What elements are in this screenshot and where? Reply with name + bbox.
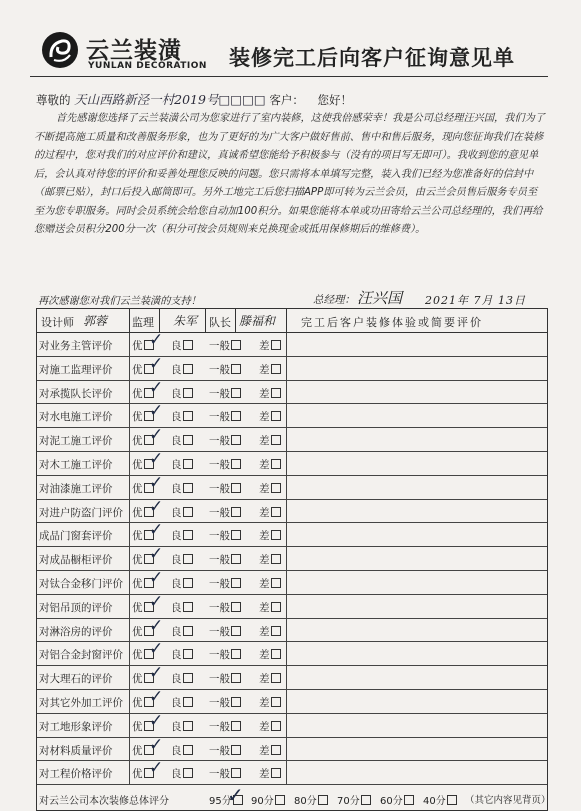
salutation xyxy=(36,90,352,108)
option-poor[interactable]: 差 xyxy=(259,647,281,662)
table-row xyxy=(37,377,547,405)
customer-address: 天山西路新泾一村2019号□□□□ xyxy=(74,92,266,107)
option-excellent[interactable]: 优 xyxy=(132,671,154,686)
option-good[interactable]: 良 xyxy=(171,338,193,353)
option-poor[interactable]: 差 xyxy=(259,671,281,686)
table-row xyxy=(37,330,547,357)
check-mark-icon: ✓ xyxy=(149,520,164,541)
option-poor[interactable]: 差 xyxy=(259,362,281,377)
option-poor[interactable]: 差 xyxy=(259,719,281,734)
option-poor[interactable]: 差 xyxy=(259,481,281,496)
option-excellent[interactable]: 优 xyxy=(132,624,154,639)
table-row xyxy=(37,353,547,381)
check-mark-icon: ✓ xyxy=(149,615,164,636)
option-excellent[interactable]: 优 xyxy=(132,695,154,710)
option-average[interactable]: 一般 xyxy=(209,552,241,567)
option-average[interactable]: 一般 xyxy=(209,576,241,591)
table-header-row xyxy=(37,309,547,333)
row-label: 对淋浴房的评价 xyxy=(39,625,113,638)
row-label: 对钛合金移门评价 xyxy=(39,577,123,590)
option-excellent[interactable]: 优 xyxy=(132,576,154,591)
table-row xyxy=(37,401,547,428)
row-label: 对水电施工评价 xyxy=(39,411,113,424)
check-mark-icon: ✓ xyxy=(149,353,164,374)
option-average[interactable]: 一般 xyxy=(209,528,241,543)
option-good[interactable]: 良 xyxy=(171,528,193,543)
option-good[interactable]: 良 xyxy=(171,457,193,472)
option-average[interactable]: 一般 xyxy=(209,766,241,781)
document-title: 装修完工后向客户征询意见单 xyxy=(229,46,515,70)
option-excellent[interactable]: 优 xyxy=(132,600,154,615)
check-mark-icon: ✓ xyxy=(149,472,164,493)
option-average[interactable]: 一般 xyxy=(209,386,241,401)
option-poor[interactable]: 差 xyxy=(259,576,281,591)
gm-signature: 汪兴国 xyxy=(357,289,403,307)
option-good[interactable]: 良 xyxy=(171,505,193,520)
score-option[interactable]: 60分 xyxy=(380,792,414,807)
option-poor[interactable]: 差 xyxy=(259,433,281,448)
option-poor[interactable]: 差 xyxy=(259,409,281,424)
comment-header: 完工后客户装修体验或简要评价 xyxy=(301,316,483,329)
option-excellent[interactable]: 优 xyxy=(132,743,154,758)
row-label: 对油漆施工评价 xyxy=(39,482,113,495)
option-average[interactable]: 一般 xyxy=(209,338,241,353)
check-mark-icon: ✓ xyxy=(149,639,164,660)
score-option[interactable]: 95分 xyxy=(209,792,243,807)
option-average[interactable]: 一般 xyxy=(209,647,241,662)
option-average[interactable]: 一般 xyxy=(209,743,241,758)
table-row xyxy=(37,496,547,524)
option-good[interactable]: 良 xyxy=(171,743,193,758)
evaluation-table xyxy=(36,308,551,811)
option-poor[interactable]: 差 xyxy=(259,624,281,639)
table-row xyxy=(37,639,547,666)
foreman-label: 队长 xyxy=(209,316,231,329)
option-average[interactable]: 一般 xyxy=(209,362,241,377)
brand-name-en: YUNLAN DECORATION xyxy=(88,61,207,71)
option-average[interactable]: 一般 xyxy=(209,409,241,424)
option-good[interactable]: 良 xyxy=(171,409,193,424)
table-row xyxy=(37,448,547,476)
check-mark-icon: ✓ xyxy=(149,686,164,707)
letter-paragraph: 首先感谢您选择了云兰装潢公司为您家进行了室内装修，这使我倍感荣幸！我是公司总经理汪兴国，我们为了不断提高施工质量和改善服务形象，也为了更好的为广大客户做好售前、售中和售后服务，现向您征询我们在装修的过程中，您对我们的对应评价和建议，真诚希望您能给予积极参与（没有的项目写无即可）。我收到您的意见单后，会认真对待您的评价和妥善处理您反映的问题。您只需将本单填写完整，装入我们已经为您准备好的信封中（邮票已贴），封口后投入邮筒即可。另外工地完工后您扫描APP即可转为云兰会员，由云兰会员售后服务专员至至为您专职服务。同时会员系统会给您自动加100积分。如果您能将本单或功田寄给云兰公司总经理的，我们再给您赠送会员积分200分一次（积分可按会员规则来兑换现金或抵用保修期后的维修费）。 xyxy=(34,113,545,235)
check-mark-icon: ✓ xyxy=(149,496,164,517)
check-mark-icon: ✓ xyxy=(149,663,164,684)
supervisor-name: 朱军 xyxy=(173,314,198,328)
option-average[interactable]: 一般 xyxy=(209,433,241,448)
option-excellent[interactable]: 优 xyxy=(132,457,154,472)
option-excellent[interactable]: 优 xyxy=(132,647,154,662)
check-mark-icon: ✓ xyxy=(149,448,164,469)
option-good[interactable]: 良 xyxy=(171,719,193,734)
supervisor-label: 监理 xyxy=(132,316,154,329)
option-good[interactable]: 良 xyxy=(171,671,193,686)
brand-name: 云兰装潢 xyxy=(86,38,182,64)
option-excellent[interactable]: 优 xyxy=(132,409,154,424)
table-row xyxy=(37,425,547,452)
check-mark-icon: ✓ xyxy=(149,330,164,350)
row-label: 对材料质量评价 xyxy=(39,744,113,757)
table-row xyxy=(37,567,547,595)
check-mark-icon: ✓ xyxy=(149,734,164,755)
table-row xyxy=(37,544,547,571)
row-label: 对承揽队长评价 xyxy=(39,387,113,400)
table-row xyxy=(37,710,547,738)
option-poor[interactable]: 差 xyxy=(259,600,281,615)
designer-name: 郭蓉 xyxy=(83,314,108,328)
option-poor[interactable]: 差 xyxy=(259,766,281,781)
row-label: 对大理石的评价 xyxy=(39,673,113,686)
option-excellent[interactable]: 优 xyxy=(132,386,154,401)
score-option[interactable]: 80分 xyxy=(294,792,328,807)
table-row xyxy=(37,758,547,785)
row-label: 对泥工施工评价 xyxy=(39,435,113,448)
row-label: 对木工施工评价 xyxy=(39,458,113,471)
option-excellent[interactable]: 优 xyxy=(132,362,154,377)
score-option[interactable]: 40分 xyxy=(423,792,457,807)
option-poor[interactable]: 差 xyxy=(259,338,281,353)
option-average[interactable]: 一般 xyxy=(209,600,241,615)
option-excellent[interactable]: 优 xyxy=(132,338,154,353)
table-row xyxy=(37,472,547,500)
option-good[interactable]: 良 xyxy=(171,766,193,781)
option-poor[interactable]: 差 xyxy=(259,505,281,520)
salutation-prefix: 尊敬的 xyxy=(36,93,71,107)
option-good[interactable]: 良 xyxy=(171,600,193,615)
header-divider xyxy=(30,76,548,77)
table-row xyxy=(37,520,547,547)
row-label: 对工程价格评价 xyxy=(39,768,113,781)
table-row xyxy=(37,686,547,714)
row-label: 对进户防盗门评价 xyxy=(39,506,123,519)
row-label: 对成品橱柜评价 xyxy=(39,554,113,567)
option-good[interactable]: 良 xyxy=(171,695,193,710)
option-poor[interactable]: 差 xyxy=(259,552,281,567)
signing-date: 2021年 7月 13日 xyxy=(425,294,526,307)
check-mark-icon: ✓ xyxy=(149,758,164,779)
table-row xyxy=(37,615,547,643)
check-mark-icon: ✓ xyxy=(149,567,164,588)
yunlan-logo-icon xyxy=(40,30,80,70)
table-row xyxy=(37,734,547,762)
score-option[interactable]: 90分 xyxy=(251,792,285,807)
option-poor[interactable]: 差 xyxy=(259,457,281,472)
option-excellent[interactable]: 优 xyxy=(132,719,154,734)
option-excellent[interactable]: 优 xyxy=(132,552,154,567)
score-check-mark-icon: ✓ xyxy=(227,783,244,808)
salutation-suffix: 客户： xyxy=(269,93,304,107)
greeting: 您好！ xyxy=(317,93,353,107)
closing-line: 再次感谢您对我们云兰装潢的支持！ xyxy=(38,296,201,307)
option-good[interactable]: 良 xyxy=(171,647,193,662)
option-poor[interactable]: 差 xyxy=(259,695,281,710)
option-excellent[interactable]: 优 xyxy=(132,766,154,781)
table-row xyxy=(37,663,547,690)
option-good[interactable]: 良 xyxy=(171,552,193,567)
option-good[interactable]: 良 xyxy=(171,433,193,448)
designer-label: 设计师 xyxy=(41,316,74,329)
option-poor[interactable]: 差 xyxy=(259,528,281,543)
option-good[interactable]: 良 xyxy=(171,386,193,401)
score-option[interactable]: 70分 xyxy=(337,792,371,807)
row-label: 对铝合金封窗评价 xyxy=(39,649,123,662)
option-excellent[interactable]: 优 xyxy=(132,505,154,520)
row-label: 对其它外加工评价 xyxy=(39,696,123,709)
option-average[interactable]: 一般 xyxy=(209,695,241,710)
option-poor[interactable]: 差 xyxy=(259,743,281,758)
check-mark-icon: ✓ xyxy=(149,401,164,422)
foreman-name: 滕福和 xyxy=(239,314,276,328)
row-label: 对业务主管评价 xyxy=(39,340,113,352)
option-excellent[interactable]: 优 xyxy=(132,433,154,448)
check-mark-icon: ✓ xyxy=(149,377,164,398)
table-row xyxy=(37,591,547,619)
check-mark-icon: ✓ xyxy=(149,591,164,612)
overall-score-row xyxy=(37,783,551,810)
option-average[interactable]: 一般 xyxy=(209,481,241,496)
letter-body xyxy=(34,110,546,240)
row-label: 对工地形象评价 xyxy=(39,720,113,733)
option-average[interactable]: 一般 xyxy=(209,671,241,686)
option-average[interactable]: 一般 xyxy=(209,719,241,734)
gm-label: 总经理： xyxy=(313,294,355,306)
option-good[interactable]: 良 xyxy=(171,576,193,591)
check-mark-icon: ✓ xyxy=(149,425,164,446)
footer-note: （其它内容见背页） xyxy=(465,795,551,807)
option-poor[interactable]: 差 xyxy=(259,386,281,401)
option-good[interactable]: 良 xyxy=(171,624,193,639)
option-excellent[interactable]: 优 xyxy=(132,528,154,543)
row-label: 成品门窗套评价 xyxy=(39,530,113,543)
row-label: 对施工监理评价 xyxy=(39,363,113,376)
option-excellent[interactable]: 优 xyxy=(132,481,154,496)
check-mark-icon: ✓ xyxy=(149,710,164,731)
option-average[interactable]: 一般 xyxy=(209,624,241,639)
option-good[interactable]: 良 xyxy=(171,481,193,496)
option-good[interactable]: 良 xyxy=(171,362,193,377)
overall-score-label: 对云兰公司本次装修总体评分 xyxy=(39,796,169,808)
check-mark-icon: ✓ xyxy=(149,544,164,565)
option-average[interactable]: 一般 xyxy=(209,505,241,520)
option-average[interactable]: 一般 xyxy=(209,457,241,472)
row-label: 对铝吊顶的评价 xyxy=(39,601,113,614)
